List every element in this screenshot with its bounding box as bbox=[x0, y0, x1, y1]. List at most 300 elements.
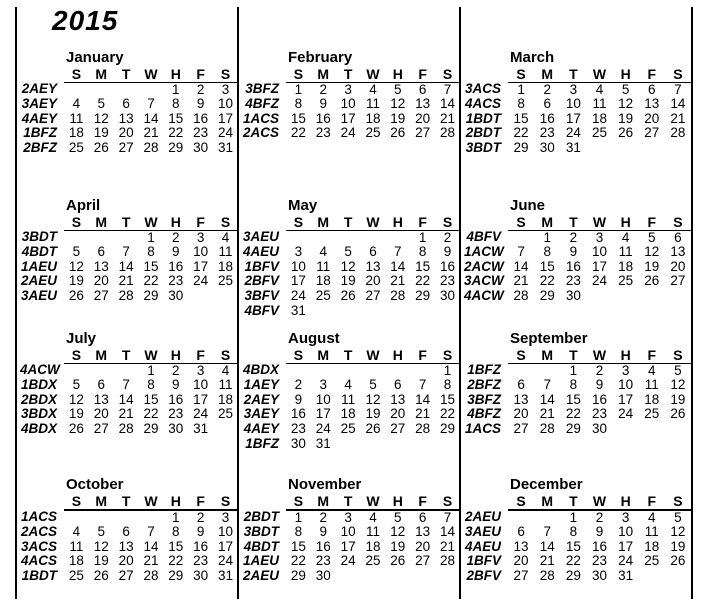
weekday-header: S bbox=[665, 494, 691, 510]
weekday-header: M bbox=[534, 215, 560, 230]
week-row bbox=[242, 97, 460, 112]
day-cell: 5 bbox=[648, 229, 656, 245]
day-cell bbox=[361, 569, 386, 584]
week-code-label: 4AEY bbox=[243, 420, 279, 436]
day-cell: 13 bbox=[365, 258, 381, 274]
week-code-label: 4BFV bbox=[466, 229, 501, 245]
day-cell: 29 bbox=[290, 567, 306, 583]
week-row bbox=[20, 525, 238, 540]
day-cell: 5 bbox=[621, 81, 630, 97]
day-cell: 1 bbox=[443, 362, 452, 378]
day-cell: 2 bbox=[319, 81, 328, 97]
day-cell: 6 bbox=[543, 96, 551, 112]
day-cell: 30 bbox=[315, 567, 331, 583]
week-code-label: 1AEU bbox=[20, 258, 57, 274]
weekday-header: S bbox=[508, 348, 534, 363]
week-code-label: 4BDX bbox=[242, 362, 279, 378]
week-row bbox=[464, 540, 691, 555]
week-row bbox=[20, 274, 238, 289]
week-row bbox=[242, 569, 460, 584]
week-row bbox=[242, 82, 460, 97]
week-code-label: 4BDX bbox=[20, 420, 57, 436]
day-cell: 20 bbox=[365, 273, 381, 289]
week-row bbox=[242, 540, 460, 555]
day-cell: 30 bbox=[290, 435, 306, 451]
day-cell: 27 bbox=[93, 420, 109, 436]
weekday-header: M bbox=[89, 494, 114, 510]
day-cell bbox=[435, 304, 460, 319]
weekday-header: W bbox=[139, 215, 164, 230]
week-row bbox=[464, 82, 691, 97]
weekday-header: F bbox=[188, 348, 213, 363]
day-cell: 1 bbox=[172, 509, 180, 525]
day-cell bbox=[139, 82, 164, 97]
day-cell: 1 bbox=[517, 81, 525, 97]
vertical-divider-line bbox=[691, 7, 693, 599]
weekday-header: M bbox=[534, 494, 560, 510]
day-cell: 16 bbox=[193, 538, 209, 554]
week-code-label: 3ACS bbox=[20, 538, 57, 554]
month-october bbox=[20, 477, 238, 584]
day-cell: 25 bbox=[315, 287, 331, 303]
day-cell bbox=[336, 437, 361, 452]
day-cell bbox=[311, 304, 336, 319]
day-cell: 16 bbox=[315, 110, 331, 126]
day-cell bbox=[188, 289, 213, 304]
week-code-label: 1BFZ bbox=[245, 435, 279, 451]
weekday-header: F bbox=[639, 348, 665, 363]
weekday-header: S bbox=[508, 494, 534, 510]
week-code-label: 1BFZ bbox=[23, 125, 57, 141]
day-cell: 28 bbox=[539, 567, 555, 583]
month-title: January bbox=[66, 49, 124, 66]
week-row bbox=[464, 378, 691, 393]
day-cell: 15 bbox=[290, 110, 306, 126]
day-cell: 15 bbox=[565, 391, 581, 407]
day-cell: 31 bbox=[290, 302, 306, 318]
day-cell: 27 bbox=[118, 139, 134, 155]
weekday-header: S bbox=[64, 215, 89, 230]
day-cell: 26 bbox=[340, 287, 356, 303]
day-cell: 8 bbox=[172, 524, 180, 540]
weekday-header: M bbox=[311, 494, 336, 510]
day-cell: 24 bbox=[218, 125, 234, 141]
week-code-label: 4ACS bbox=[464, 96, 501, 112]
day-cell: 1 bbox=[147, 362, 155, 378]
day-cell: 21 bbox=[118, 273, 134, 289]
day-cell: 7 bbox=[122, 244, 130, 260]
day-cell: 9 bbox=[595, 377, 604, 393]
day-cell: 30 bbox=[168, 287, 184, 303]
day-cell: 13 bbox=[415, 524, 431, 540]
day-cell: 4 bbox=[621, 229, 630, 245]
day-cell: 22 bbox=[143, 273, 159, 289]
day-cell bbox=[385, 363, 410, 378]
day-cell: 26 bbox=[670, 553, 686, 569]
day-cell: 28 bbox=[118, 287, 134, 303]
day-cell: 17 bbox=[218, 110, 234, 126]
day-cell: 21 bbox=[513, 273, 529, 289]
weekday-header: H bbox=[163, 67, 188, 82]
weekday-header: S bbox=[213, 348, 238, 363]
day-cell: 31 bbox=[315, 435, 331, 451]
day-cell: 30 bbox=[193, 139, 209, 155]
day-cell: 23 bbox=[168, 273, 184, 289]
week-row bbox=[464, 289, 691, 304]
day-cell: 25 bbox=[365, 125, 381, 141]
day-cell: 21 bbox=[670, 110, 686, 126]
week-row bbox=[464, 260, 691, 275]
day-cell: 13 bbox=[415, 96, 431, 112]
day-cell: 28 bbox=[440, 553, 456, 569]
month-title: October bbox=[66, 476, 124, 493]
month-august bbox=[242, 331, 460, 451]
day-cell: 3 bbox=[221, 81, 230, 97]
day-cell: 7 bbox=[443, 81, 452, 97]
day-cell: 11 bbox=[316, 258, 331, 274]
day-cell: 7 bbox=[122, 377, 130, 393]
week-code-label: 3AEU bbox=[242, 229, 279, 245]
weekday-header: W bbox=[361, 67, 386, 82]
day-cell: 3 bbox=[344, 509, 352, 525]
week-code-label: 4BFZ bbox=[467, 406, 501, 422]
week-row bbox=[20, 289, 238, 304]
weekday-header: S bbox=[286, 494, 311, 510]
day-cell: 5 bbox=[72, 377, 81, 393]
month-title: February bbox=[288, 49, 353, 66]
week-row bbox=[242, 437, 460, 452]
weekday-header: H bbox=[163, 348, 188, 363]
day-cell: 15 bbox=[168, 538, 184, 554]
weekday-header: W bbox=[586, 348, 612, 363]
day-cell: 6 bbox=[648, 81, 656, 97]
day-cell: 16 bbox=[193, 110, 209, 126]
day-cell: 5 bbox=[394, 509, 402, 525]
day-cell: 19 bbox=[390, 538, 406, 554]
week-code-label: 2BDT bbox=[243, 509, 279, 525]
day-cell: 14 bbox=[513, 258, 529, 274]
weekday-header-row bbox=[242, 215, 460, 230]
weekday-header: W bbox=[139, 494, 164, 510]
day-cell: 18 bbox=[315, 273, 331, 289]
month-table bbox=[242, 348, 460, 451]
week-code-label: 2AEY bbox=[21, 81, 57, 97]
day-cell: 5 bbox=[369, 377, 377, 393]
day-cell: 20 bbox=[513, 406, 529, 422]
week-row bbox=[242, 126, 460, 141]
weekday-header: W bbox=[139, 67, 164, 82]
weekday-header: F bbox=[188, 67, 213, 82]
day-cell: 26 bbox=[390, 553, 406, 569]
day-cell: 25 bbox=[340, 420, 356, 436]
day-cell: 21 bbox=[390, 273, 406, 289]
day-cell: 2 bbox=[595, 362, 604, 378]
day-cell: 4 bbox=[595, 81, 604, 97]
day-cell: 28 bbox=[440, 125, 456, 141]
day-cell: 16 bbox=[591, 391, 607, 407]
day-cell: 9 bbox=[319, 524, 328, 540]
day-cell: 2 bbox=[196, 509, 205, 525]
day-cell: 8 bbox=[294, 524, 303, 540]
day-cell: 30 bbox=[193, 567, 209, 583]
weekday-header: M bbox=[311, 67, 336, 82]
day-cell: 12 bbox=[644, 244, 660, 260]
day-cell: 31 bbox=[565, 139, 581, 155]
header-label-spacer bbox=[20, 215, 64, 230]
day-cell: 13 bbox=[93, 391, 109, 407]
day-cell: 6 bbox=[418, 81, 427, 97]
day-cell: 10 bbox=[340, 96, 356, 112]
week-code-label: 2ACS bbox=[20, 524, 57, 540]
day-cell bbox=[665, 569, 691, 584]
day-cell: 22 bbox=[290, 125, 306, 141]
day-cell: 3 bbox=[595, 229, 604, 245]
weekday-header: H bbox=[613, 215, 639, 230]
day-cell: 14 bbox=[143, 110, 159, 126]
weekday-header: F bbox=[410, 494, 435, 510]
day-cell: 1 bbox=[418, 229, 427, 245]
day-cell: 20 bbox=[118, 125, 134, 141]
day-cell bbox=[114, 82, 139, 97]
weekday-header: S bbox=[435, 215, 460, 230]
day-cell: 12 bbox=[365, 391, 381, 407]
day-cell: 19 bbox=[68, 406, 84, 422]
day-cell: 27 bbox=[390, 420, 406, 436]
day-cell: 10 bbox=[565, 96, 581, 112]
week-row bbox=[464, 230, 691, 245]
weekday-header: F bbox=[410, 215, 435, 230]
day-cell: 14 bbox=[118, 391, 134, 407]
weekday-header: T bbox=[560, 494, 586, 510]
header-label-spacer bbox=[20, 67, 64, 82]
week-row bbox=[464, 422, 691, 437]
month-february bbox=[242, 50, 460, 141]
day-cell: 12 bbox=[340, 258, 356, 274]
day-cell: 4 bbox=[72, 524, 81, 540]
week-code-label: 3BFZ bbox=[467, 391, 501, 407]
day-cell: 22 bbox=[143, 406, 159, 422]
week-row bbox=[242, 378, 460, 393]
day-cell: 13 bbox=[118, 110, 134, 126]
weekday-header: W bbox=[361, 348, 386, 363]
day-cell: 26 bbox=[68, 287, 84, 303]
day-cell: 23 bbox=[440, 273, 456, 289]
day-cell: 16 bbox=[168, 258, 184, 274]
month-table bbox=[464, 67, 691, 156]
header-label-spacer bbox=[242, 494, 286, 510]
week-row bbox=[242, 245, 460, 260]
day-cell: 22 bbox=[440, 406, 456, 422]
weekday-header: S bbox=[64, 494, 89, 510]
day-cell bbox=[410, 363, 435, 378]
day-cell: 12 bbox=[68, 391, 84, 407]
day-cell bbox=[64, 230, 89, 245]
weekday-header-row bbox=[464, 67, 691, 82]
weekday-header: F bbox=[410, 67, 435, 82]
day-cell: 3 bbox=[196, 362, 205, 378]
day-cell bbox=[64, 82, 89, 97]
day-cell: 24 bbox=[315, 420, 331, 436]
day-cell: 30 bbox=[440, 287, 456, 303]
day-cell: 21 bbox=[143, 553, 159, 569]
day-cell: 7 bbox=[147, 524, 155, 540]
day-cell: 24 bbox=[340, 553, 356, 569]
day-cell: 3 bbox=[344, 81, 352, 97]
day-cell: 9 bbox=[443, 244, 452, 260]
day-cell bbox=[213, 289, 238, 304]
day-cell: 25 bbox=[218, 273, 234, 289]
day-cell bbox=[89, 82, 114, 97]
day-cell bbox=[639, 289, 665, 304]
week-row bbox=[20, 569, 238, 584]
day-cell: 28 bbox=[143, 139, 159, 155]
week-row bbox=[242, 112, 460, 127]
week-row bbox=[464, 569, 691, 584]
day-cell: 6 bbox=[674, 229, 682, 245]
day-cell: 5 bbox=[97, 524, 106, 540]
month-table bbox=[242, 215, 460, 318]
day-cell bbox=[361, 230, 386, 245]
day-cell bbox=[613, 289, 639, 304]
day-cell: 17 bbox=[618, 391, 634, 407]
day-cell: 25 bbox=[68, 567, 84, 583]
day-cell: 15 bbox=[290, 538, 306, 554]
day-cell: 14 bbox=[670, 96, 686, 112]
weekday-header: S bbox=[665, 67, 691, 82]
day-cell: 2 bbox=[543, 81, 551, 97]
day-cell: 23 bbox=[591, 553, 607, 569]
day-cell: 18 bbox=[68, 125, 84, 141]
day-cell: 3 bbox=[221, 509, 230, 525]
day-cell: 4 bbox=[369, 509, 377, 525]
day-cell: 13 bbox=[644, 96, 660, 112]
week-row bbox=[464, 112, 691, 127]
day-cell: 16 bbox=[315, 538, 331, 554]
day-cell bbox=[114, 363, 139, 378]
day-cell: 3 bbox=[621, 362, 630, 378]
week-code-label: 3BDT bbox=[243, 524, 279, 540]
week-row bbox=[242, 422, 460, 437]
day-cell: 11 bbox=[365, 524, 380, 540]
week-row bbox=[464, 274, 691, 289]
day-cell: 3 bbox=[621, 509, 630, 525]
day-cell bbox=[89, 230, 114, 245]
day-cell: 2 bbox=[595, 509, 604, 525]
day-cell bbox=[665, 289, 691, 304]
day-cell: 27 bbox=[415, 553, 431, 569]
weekday-header: S bbox=[286, 348, 311, 363]
day-cell bbox=[534, 363, 560, 378]
day-cell: 14 bbox=[118, 258, 134, 274]
week-row bbox=[242, 274, 460, 289]
day-cell: 27 bbox=[415, 125, 431, 141]
day-cell: 23 bbox=[315, 553, 331, 569]
week-code-label: 3ACW bbox=[464, 273, 504, 289]
day-cell: 3 bbox=[319, 377, 328, 393]
day-cell: 4 bbox=[319, 244, 328, 260]
weekday-header: H bbox=[613, 348, 639, 363]
day-cell: 18 bbox=[591, 110, 607, 126]
month-table bbox=[20, 215, 238, 304]
weekday-header: H bbox=[613, 67, 639, 82]
day-cell: 12 bbox=[670, 377, 686, 393]
day-cell: 5 bbox=[394, 81, 402, 97]
week-code-label: 4BDT bbox=[21, 244, 57, 260]
day-cell: 23 bbox=[539, 125, 555, 141]
day-cell bbox=[336, 569, 361, 584]
weekday-header: S bbox=[435, 67, 460, 82]
header-label-spacer bbox=[242, 67, 286, 82]
weekday-header: H bbox=[385, 494, 410, 510]
day-cell: 29 bbox=[565, 567, 581, 583]
day-cell: 11 bbox=[218, 244, 233, 260]
week-row bbox=[20, 260, 238, 275]
day-cell bbox=[639, 422, 665, 437]
day-cell: 20 bbox=[415, 538, 431, 554]
day-cell: 12 bbox=[670, 524, 686, 540]
day-cell: 30 bbox=[591, 567, 607, 583]
day-cell: 22 bbox=[539, 273, 555, 289]
week-row bbox=[464, 141, 691, 156]
day-cell: 8 bbox=[172, 96, 180, 112]
day-cell: 4 bbox=[648, 509, 656, 525]
day-cell: 19 bbox=[390, 110, 406, 126]
day-cell: 29 bbox=[168, 139, 184, 155]
day-cell bbox=[286, 230, 311, 245]
week-code-label: 2AEU bbox=[464, 509, 501, 525]
day-cell: 26 bbox=[644, 273, 660, 289]
day-cell: 7 bbox=[418, 377, 427, 393]
week-row bbox=[464, 554, 691, 569]
day-cell: 2 bbox=[172, 229, 180, 245]
week-code-label: 2AEU bbox=[20, 273, 57, 289]
day-cell: 17 bbox=[193, 391, 209, 407]
day-cell: 14 bbox=[415, 391, 431, 407]
day-cell: 29 bbox=[513, 139, 529, 155]
day-cell: 19 bbox=[644, 258, 660, 274]
day-cell: 25 bbox=[618, 273, 634, 289]
day-cell: 14 bbox=[440, 524, 456, 540]
month-table bbox=[242, 67, 460, 141]
week-row bbox=[20, 363, 238, 378]
week-row bbox=[20, 407, 238, 422]
day-cell: 21 bbox=[118, 406, 134, 422]
day-cell: 6 bbox=[122, 96, 130, 112]
day-cell bbox=[639, 569, 665, 584]
day-cell: 29 bbox=[415, 287, 431, 303]
weekday-header: S bbox=[665, 348, 691, 363]
day-cell bbox=[64, 510, 89, 526]
day-cell: 16 bbox=[539, 110, 555, 126]
week-code-label: 3BFV bbox=[244, 287, 279, 303]
weekday-header: T bbox=[114, 67, 139, 82]
day-cell: 27 bbox=[513, 567, 529, 583]
week-code-label: 1BDT bbox=[465, 110, 501, 126]
week-code-label: 1ACS bbox=[464, 420, 501, 436]
day-cell: 7 bbox=[147, 96, 155, 112]
week-code-label: 2ACS bbox=[242, 125, 279, 141]
day-cell: 25 bbox=[68, 139, 84, 155]
month-april bbox=[20, 198, 238, 304]
week-code-label: 1BDX bbox=[20, 377, 57, 393]
day-cell: 31 bbox=[618, 567, 634, 583]
day-cell: 6 bbox=[122, 524, 130, 540]
day-cell: 7 bbox=[443, 509, 452, 525]
day-cell: 25 bbox=[218, 406, 234, 422]
week-code-label: 3BFZ bbox=[245, 81, 279, 97]
day-cell bbox=[613, 141, 639, 156]
day-cell: 17 bbox=[340, 538, 356, 554]
